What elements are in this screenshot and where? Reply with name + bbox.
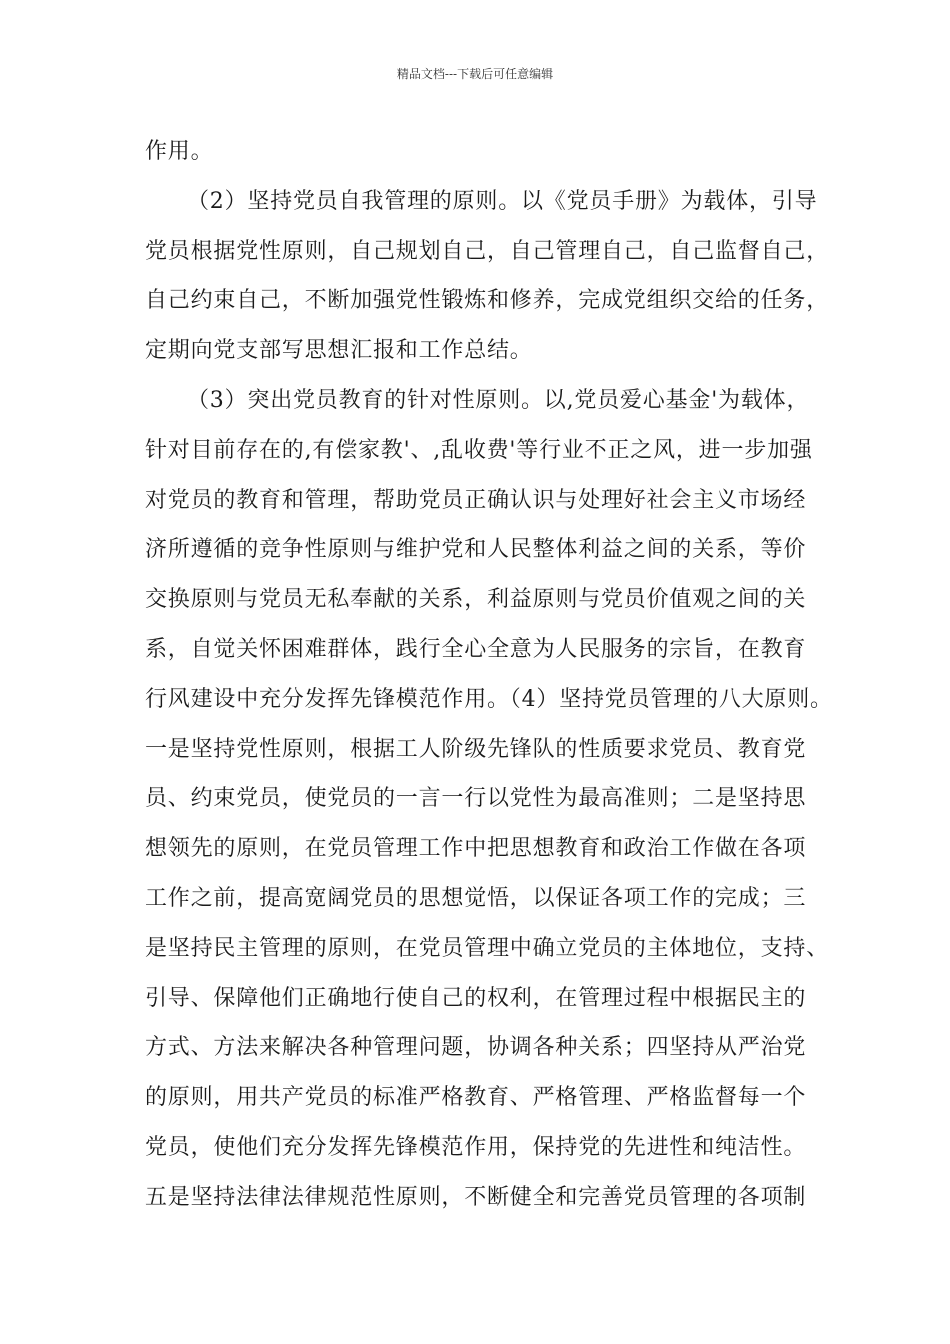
text-line: 是坚持民主管理的原则，在党员管理中确立党员的主体地位，支持、 [145, 935, 830, 961]
text-line: 自己约束自己，不断加强党性锻炼和修养，完成党组织交给的任务， [145, 288, 830, 314]
paragraph-start-line: （3）突出党员教育的针对性原则。以,党员爱心基金'为载体， [187, 387, 810, 413]
text-line: 方式、方法来解决各种管理问题，协调各种关系；四坚持从严治党 [145, 1035, 807, 1061]
text-line: 对党员的教育和管理，帮助党员正确认识与处理好社会主义市场经 [145, 487, 807, 513]
text-line: 系，自觉关怀困难群体，践行全心全意为人民服务的宗旨，在教育 [145, 636, 807, 662]
text-line: 济所遵循的竞争性原则与维护党和人民整体利益之间的关系，等价 [145, 537, 807, 563]
text-line: 一是坚持党性原则，根据工人阶级先锋队的性质要求党员、教育党 [145, 736, 807, 762]
document-body [145, 130, 833, 1226]
text-line: 行风建设中充分发挥先锋模范作用。（4）坚持党员管理的八大原则。 [145, 686, 833, 712]
text-line: 定期向党支部写思想汇报和工作总结。 [145, 338, 533, 364]
text-line: 党员根据党性原则，自己规划自己，自己管理自己，自己监督自己， [145, 238, 830, 264]
text-line: 针对目前存在的,有偿家教'、,乱收费'等行业不正之风，进一步加强 [145, 437, 813, 463]
text-line: 交换原则与党员无私奉献的关系，利益原则与党员价值观之间的关 [145, 587, 807, 613]
text-line: 员、约束党员，使党员的一言一行以党性为最高准则；二是坚持思 [145, 786, 807, 812]
text-line: 作用。 [145, 139, 214, 164]
text-line: 党员，使他们充分发挥先锋模范作用，保持党的先进性和纯洁性。 [145, 1134, 807, 1160]
text-line: 引导、保障他们正确地行使自己的权利，在管理过程中根据民主的 [145, 985, 807, 1011]
page-header: 精品文档---下载后可任意编辑 [396, 67, 554, 81]
text-line: 工作之前，提高宽阔党员的思想觉悟，以保证各项工作的完成；三 [145, 885, 807, 911]
paragraph-start-line: （2）坚持党员自我管理的原则。以《党员手册》为载体，引导 [187, 188, 818, 214]
text-line: 想领先的原则，在党员管理工作中把思想教育和政治工作做在各项 [145, 836, 807, 862]
text-line: 的原则，用共产党员的标准严格教育、严格管理、严格监督每一个 [145, 1085, 807, 1111]
text-line: 五是坚持法律法律规范性原则，不断健全和完善党员管理的各项制 [145, 1184, 807, 1210]
